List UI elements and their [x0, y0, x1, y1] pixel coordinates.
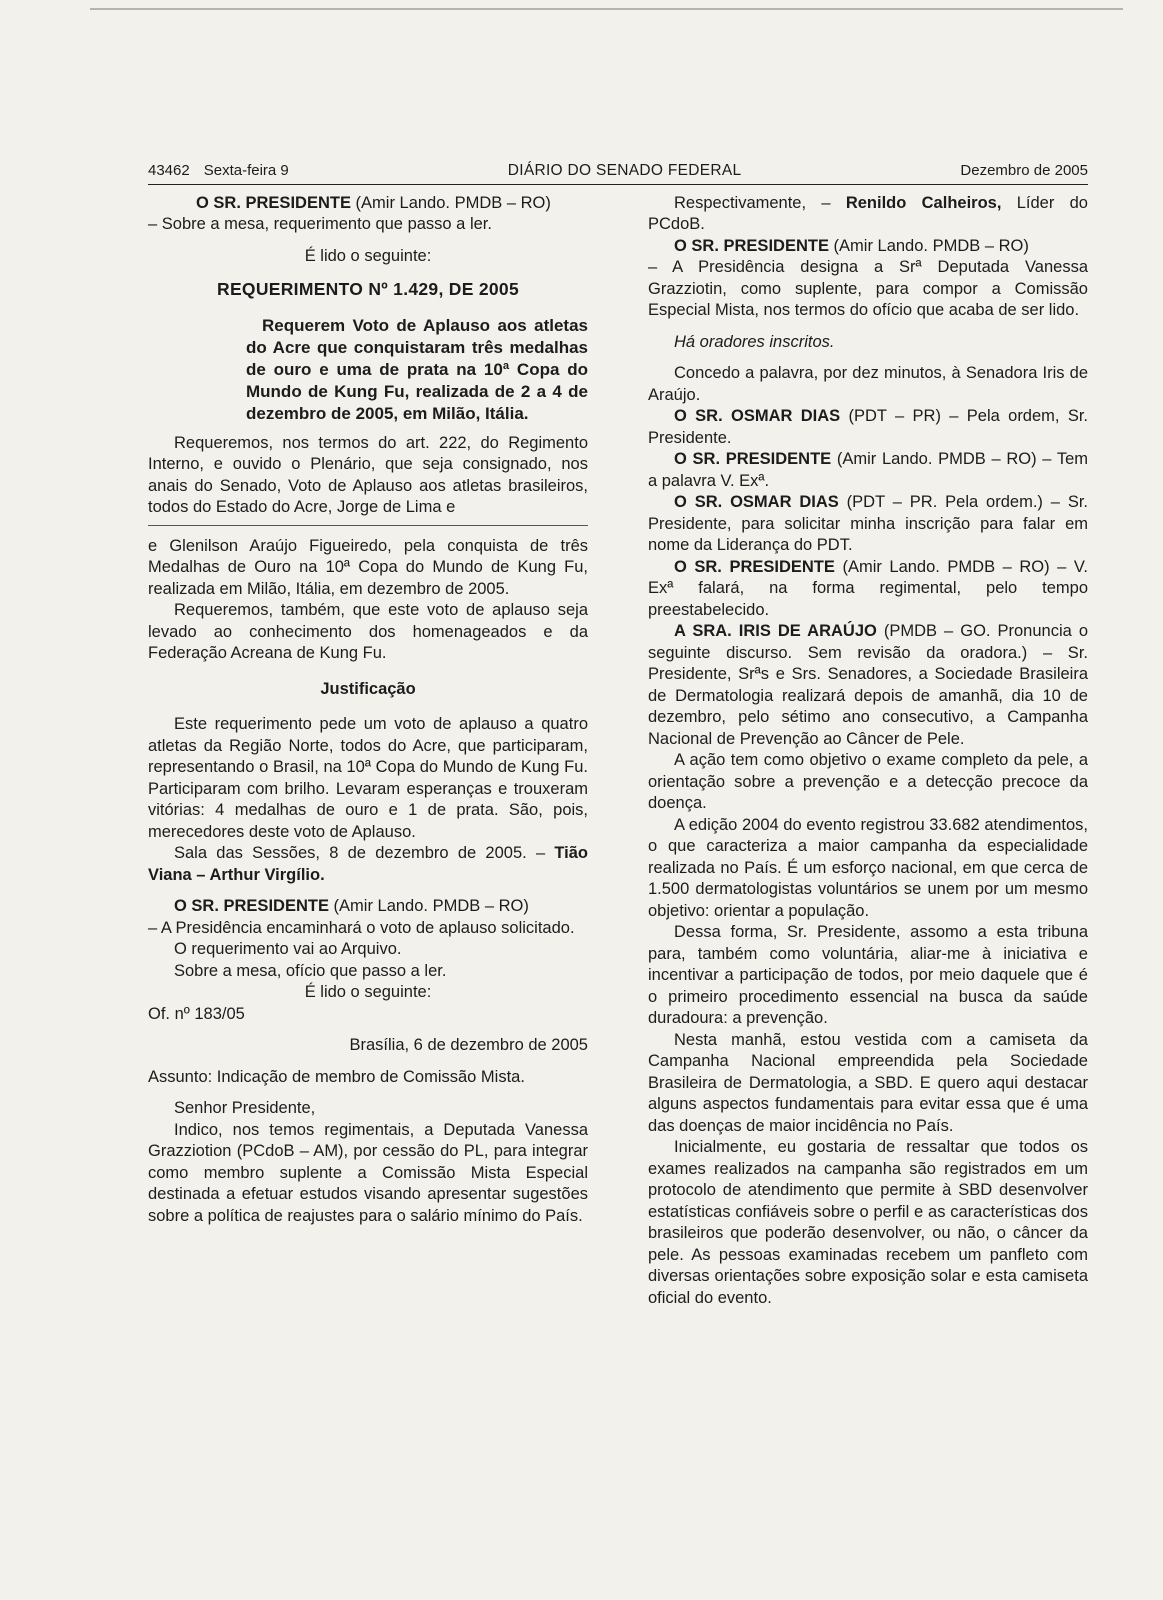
- lido-seguinte: É lido o seguinte:: [304, 246, 432, 265]
- speech-text: (PMDB – GO. Pronuncia o seguinte discurso. Sem revisão da oradora.) – Sr. Presidente, Srªs e Srs. Senadores, a Sociedade Brasileira de Dermatologia realizará depois de amanhã, dia 10 de dezembro, pelo sétimo ano consecutivo, a Campanha Nacional de Prevenção ao Câncer de Pele.: [648, 622, 1088, 748]
- presidente-speech-3: [648, 236, 1088, 258]
- presidente-speech-4: [648, 449, 1088, 492]
- speech-paragraph: Dessa forma, Sr. Presidente, assomo a esta tribuna para, também como voluntária, aliar-me à iniciativa e incentivar a participação de todos, por meio daquele que é o primeiro procedimento essencial na busca da saúde duradoura: a prevenção.: [648, 923, 1088, 1027]
- speaker-party: (Amir Lando. PMDB – RO): [828, 236, 1029, 255]
- columns: [148, 193, 1088, 1310]
- right-column: [648, 193, 1088, 1310]
- requerimento-paragraph: Requeremos, nos termos do art. 222, do Regimento Interno, e ouvido o Plenário, que seja consignado, nos anais do Senado, Voto de Aplauso aos atletas brasileiros, todos do Estado do Acre, Jorge de Lima e: [148, 433, 588, 516]
- header-left: [148, 160, 289, 182]
- oradores-inscritos: Há oradores inscritos.: [674, 332, 835, 351]
- arquivo-text: O requerimento vai ao Arquivo.: [174, 940, 402, 958]
- concedo-palavra: Concedo a palavra, por dez minutos, à Senadora Iris de Araújo.: [648, 364, 1088, 404]
- speaker-party: (Amir Lando. PMDB – RO): [328, 897, 529, 915]
- resp-name: Renildo Calheiros,: [845, 193, 1002, 212]
- requerimento-paragraph-continued: e Glenilson Araújo Figueiredo, pela conquista de três Medalhas de Ouro na 10ª Copa do Mundo de Kung Fu, realizada em Milão, Itália, em dezembro de 2005.: [148, 536, 588, 598]
- requerimento-paragraph: Requeremos, também, que este voto de aplauso seja levado ao conhecimento dos homenageados e da Federação Acreana de Kung Fu.: [148, 601, 588, 662]
- presidente-speech-1: [148, 193, 588, 215]
- justificacao-paragraph: Este requerimento pede um voto de aplauso a quatro atletas da Região Norte, todos do Acre, que participaram, representando o Brasil, na 10ª Copa do Mundo de Kung Fu. Participaram com brilho. Levaram esperanças e trouxeram vitórias: 4 medalhas de ouro e 1 de prata. São, pois, merecedores deste voto de Aplauso.: [148, 715, 588, 841]
- presidente-speech-2: [148, 896, 588, 918]
- speech-text: (PDT – PR) – Pela ordem, Sr. Presidente.: [648, 407, 1088, 447]
- speech-paragraph: A edição 2004 do evento registrou 33.682 atendimentos, o que caracteriza a maior campanha da especialidade realizada no País. É um esforço nacional, em que cerca de 1.500 dermatologistas voluntários se unem por um mesmo objetivo: orientar a população.: [648, 815, 1088, 920]
- requerimento-ementa: Requerem Voto de Aplauso aos atletas do Acre que conquistaram três medalhas de ouro e uma de prata na 10ª Copa do Mundo de Kung Fu, realizada de 2 a 4 de dezembro de 2005, em Milão, Itália.: [246, 315, 588, 423]
- speech-text: – Sobre a mesa, requerimento que passo a ler.: [148, 215, 492, 233]
- osmar-speech-1: [648, 406, 1088, 449]
- speaker-name: O SR. OSMAR DIAS: [674, 407, 841, 425]
- speech-paragraph: Nesta manhã, estou vestida com a camiseta da Campanha Nacional empreendida pela Sociedade Brasileira de Dermatologia, a SBD. E quero aqui destacar alguns aspectos fundamentais para evitar essa que é uma das doenças de maior incidência no País.: [648, 1030, 1088, 1135]
- speech-text: – A Presidência designa a Srª Deputada Vanessa Grazziotin, como suplente, para compor a Comissão Especial Mista, nos termos do ofício que acaba de ser lido.: [648, 258, 1088, 319]
- presidente-speech-5: [648, 557, 1088, 622]
- oficio-assunto: Assunto: Indicação de membro de Comissão Mista.: [148, 1067, 525, 1086]
- left-column: [148, 193, 588, 1310]
- publication-title: DIÁRIO DO SENADO FEDERAL: [507, 162, 742, 179]
- page-number: 43462: [148, 162, 190, 179]
- speech-text: (PDT – PR. Pela ordem.) – Sr. Presidente, para solicitar minha inscrição para falar em nome da Liderança do PDT.: [648, 493, 1088, 554]
- oficio-body: Indico, nos temos regimentais, a Deputada Vanessa Grazziotion (PCdoB – AM), por cessão do PL, para integrar como membro suplente a Comissão Mista Especial destinada a efetuar estudos visando apresentar sugestões sobre a política de reajustes para o salário mínimo do País.: [148, 1120, 588, 1225]
- speaker-name: O SR. OSMAR DIAS: [674, 493, 839, 511]
- header-month-year: Dezembro de 2005: [960, 162, 1088, 179]
- oficio-salutation: Senhor Presidente,: [174, 1099, 316, 1117]
- scan-edge-line: [90, 8, 1123, 10]
- requerimento-title: REQUERIMENTO Nº 1.429, DE 2005: [217, 279, 519, 299]
- page-header: [148, 160, 1088, 185]
- signers: Tião Viana – Arthur Virgílio.: [148, 844, 588, 884]
- speech-text: – A Presidência encaminhará o voto de aplauso solicitado.: [148, 918, 575, 937]
- oficio-date: Brasília, 6 de dezembro de 2005: [349, 1036, 588, 1054]
- speech-text: (Amir Lando. PMDB – RO) – V. Exª falará, na forma regimental, pelo tempo preestabelecido.: [648, 557, 1088, 619]
- lido-seguinte: É lido o seguinte:: [304, 983, 432, 1001]
- speech-text: (Amir Lando. PMDB – RO) – Tem a palavra V. Exª.: [648, 450, 1088, 490]
- column-cut-line: [148, 525, 588, 526]
- speaker-name: O SR. PRESIDENTE: [196, 193, 351, 212]
- osmar-speech-2: [648, 492, 1088, 557]
- resp-role: Líder do PCdoB.: [648, 193, 1088, 233]
- resp-text: Respectivamente, –: [674, 193, 846, 212]
- document-page: [148, 160, 1088, 1309]
- speech-paragraph: Inicialmente, eu gostaria de ressaltar que todos os exames realizados na campanha são registrados em um protocolo de atendimento que permite à SBD desenvolver estatísticas confiáveis sobre o perfil e as características dos brasileiros que poderão desenvolver, ou não, o câncer da pele. As pessoas examinadas recebem um panfleto com diversas orientações sobre exposição solar e esta camiseta oficial do evento.: [648, 1138, 1088, 1307]
- sala-das-sessoes: [148, 843, 588, 886]
- speaker-party: (Amir Lando. PMDB – RO): [350, 193, 551, 212]
- justificacao-heading: Justificação: [320, 679, 416, 698]
- speaker-name: O SR. PRESIDENTE: [174, 897, 329, 915]
- speaker-name: O SR. PRESIDENTE: [674, 450, 832, 468]
- speech-paragraph: A ação tem como objetivo o exame completo da pele, a orientação sobre a prevenção e a detecção precoce da doença.: [648, 751, 1088, 812]
- speaker-name: A SRA. IRIS DE ARAÚJO: [674, 622, 877, 640]
- weekday-date: Sexta-feira 9: [203, 162, 289, 179]
- respectivamente-line: [648, 193, 1088, 236]
- sala-text: Sala das Sessões, 8 de dezembro de 2005. –: [174, 844, 555, 862]
- sobre-mesa-text: Sobre a mesa, ofício que passo a ler.: [174, 961, 447, 980]
- speaker-name: O SR. PRESIDENTE: [674, 557, 835, 576]
- oficio-number: Of. nº 183/05: [148, 1004, 245, 1023]
- iris-speech: [648, 621, 1088, 750]
- speaker-name: O SR. PRESIDENTE: [674, 236, 829, 255]
